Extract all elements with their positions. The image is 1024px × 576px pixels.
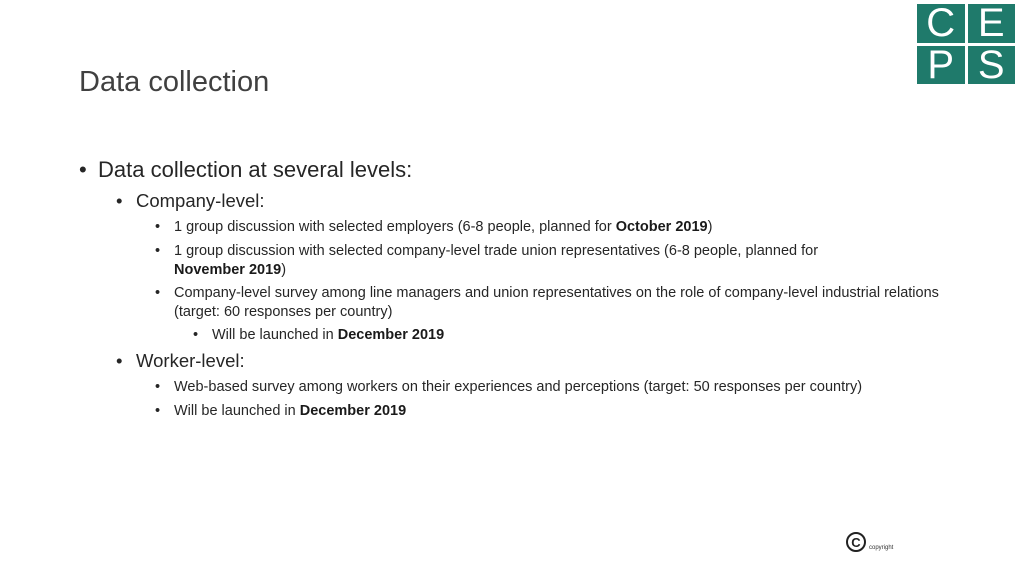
- list-item-text-regular: Will be launched in: [174, 403, 300, 419]
- list-item-text-regular: 1 group discussion with selected company-level trade union representatives (6-8 people, planned for: [174, 243, 819, 259]
- list-item-text-regular: ): [707, 219, 713, 235]
- bullet-company-label: Company-level:: [136, 190, 265, 211]
- list-item: [155, 218, 945, 237]
- bullet-dot: •: [155, 403, 161, 419]
- bullet-dot: •: [155, 243, 161, 259]
- list-item-text-regular: ): [281, 262, 287, 278]
- bullet-dot: •: [155, 285, 161, 301]
- bullet-worker-label: Worker-level:: [136, 350, 245, 371]
- bullet-dot: •: [116, 190, 123, 211]
- list-item: [193, 326, 893, 345]
- bullet-dot: •: [193, 327, 199, 343]
- list-item-text-regular: Will be launched in: [212, 327, 338, 343]
- logo-letter-c: C: [917, 4, 965, 43]
- logo-letter-e: E: [968, 4, 1016, 43]
- list-item-text-bold: December 2019: [299, 403, 407, 419]
- list-item: [155, 284, 955, 322]
- bullet-dot: •: [79, 157, 87, 182]
- list-item-text-bold: November 2019: [174, 262, 282, 278]
- ceps-logo: [917, 1, 1015, 87]
- list-item-text: Company-level survey among line managers and union representatives on the role of company-level industrial relations (target: 60 responses per country): [174, 285, 939, 320]
- list-item-text-regular: 1 group discussion with selected employers (6-8 people, planned for: [174, 219, 616, 235]
- list-item-text-bold: December 2019: [337, 327, 445, 343]
- list-item: [155, 378, 955, 397]
- bullet-dot: •: [155, 219, 161, 235]
- bullet-worker-level: [116, 350, 976, 372]
- bullet-main: [79, 157, 979, 183]
- bullet-company-level: [116, 190, 976, 212]
- bullet-dot: •: [116, 350, 123, 371]
- bullet-dot: •: [155, 379, 161, 395]
- copyright-mark: [846, 532, 893, 552]
- list-item: [155, 242, 885, 280]
- list-item: [155, 402, 955, 421]
- copyright-label: copyright: [869, 545, 894, 551]
- list-item-text: [212, 326, 893, 345]
- list-item-text: [174, 402, 955, 421]
- bullet-main-text: Data collection at several levels:: [98, 157, 413, 182]
- list-item-text: [174, 242, 885, 280]
- slide-title: Data collection: [79, 66, 270, 98]
- list-item-text: Web-based survey among workers on their experiences and perceptions (target: 50 responses per country): [174, 379, 863, 395]
- list-item-text-bold: October 2019: [615, 219, 708, 235]
- logo-letter-s: S: [968, 46, 1016, 85]
- logo-letter-p: P: [917, 46, 965, 85]
- list-item-text: [174, 218, 945, 237]
- copyright-icon: C: [846, 532, 866, 552]
